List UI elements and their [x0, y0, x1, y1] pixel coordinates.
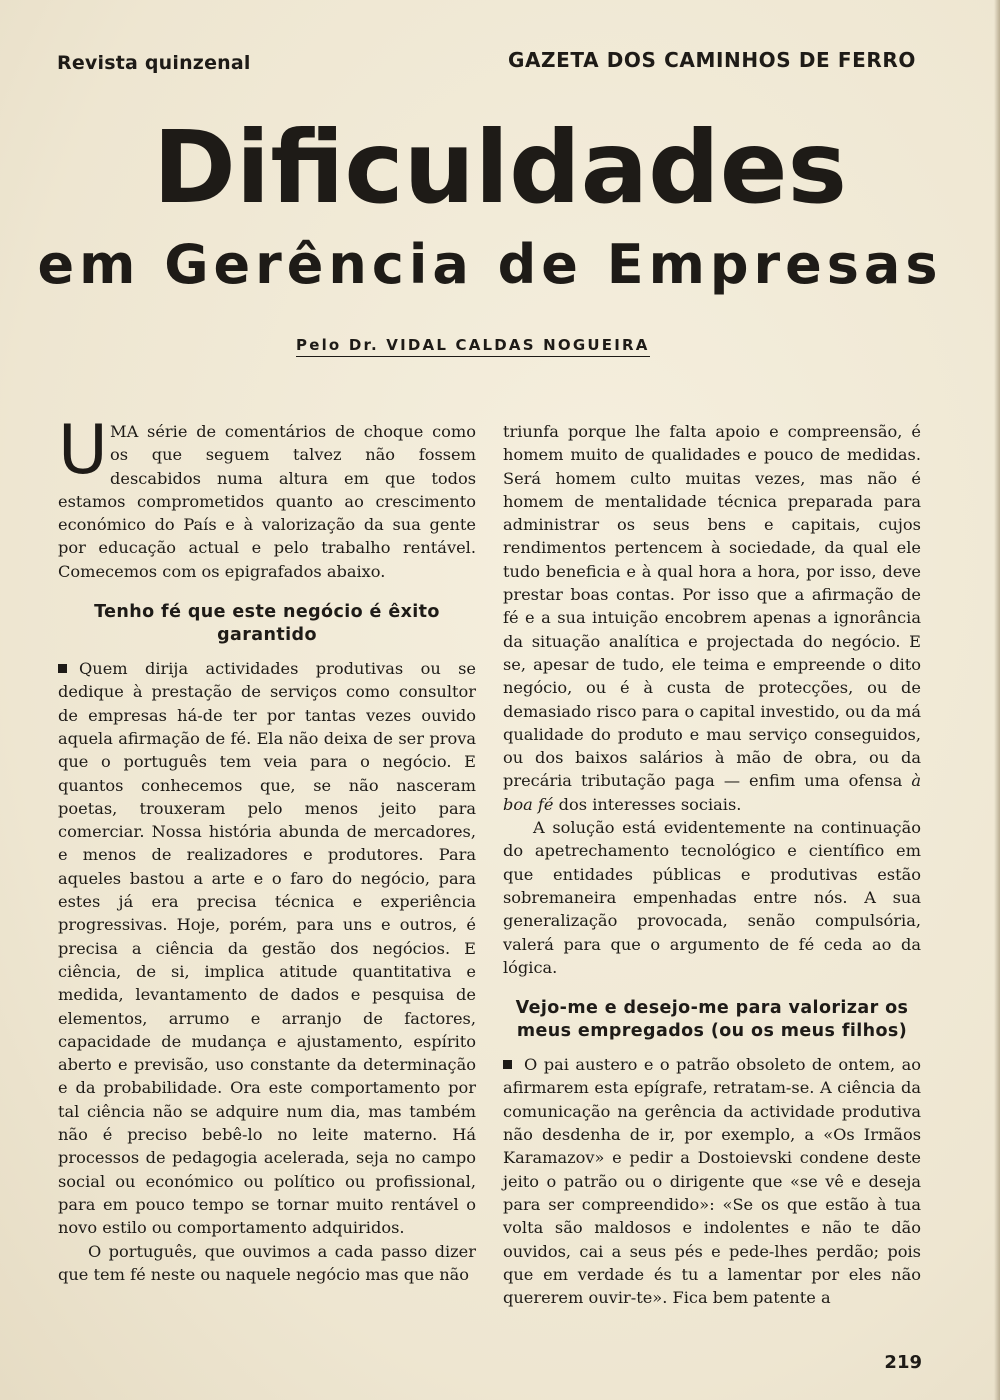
article-title: Dificuldades [152, 109, 848, 226]
page-edge-shadow [994, 0, 1000, 1400]
body-paragraph [503, 420, 921, 816]
paragraph-text: dos interesses sociais. [553, 794, 742, 814]
section-heading-1: Tenho fé que este negócio é êxito garantido [94, 602, 440, 646]
body-paragraph: A solução está evidentemente na continuação do apetrechamento tecnológico e científico em que entidades públicas e produtivas estão sobremaneira empenhadas entre nós. A sua generalização provocada, senão compulsória, valerá para que o argumento de fé ceda ao da lógica. [503, 818, 921, 977]
body-paragraph [503, 1053, 921, 1309]
section-heading-2: Vejo-me e desejo-me para valorizar os meus empregados (ou os meus filhos) [515, 998, 909, 1042]
square-bullet-icon [503, 1060, 512, 1069]
header-publication-name: GAZETA DOS CAMINHOS DE FERRO [507, 48, 916, 72]
square-bullet-icon [58, 664, 67, 673]
body-paragraph [58, 657, 476, 1239]
body-paragraph: O português, que ouvimos a cada passo dizer que tem fé neste ou naquele negócio mas que não [58, 1241, 476, 1284]
paragraph-text: Quem dirija actividades produtivas ou se dedique à prestação de serviços como consultor de empresas há-de ter por tantas vezes ouvido aquela afirmação de fé. Ela não deixa de ser prova que o português tem veia para o negócio. E quantos conhecemos que, se não nasceram poetas, trouxeram pelo menos jeito para comerciar. Nossa história abunda de mercadores, e menos de realizadores e produtores. Para aqueles bastou a arte e o faro do negócio, para estes já era precisa técnica e experiência progressivas. Hoje, porém, para uns e outros, é precisa a ciência da gestão dos negócios. E ciência, de si, implica atitude quantitativa e medida, levantamento de dados e pesquisa de elementos, arrumo e arranjo de factores, capacidade de mudança e ajustamento, espírito aberto e previsão, uso constante da determinação e da probabilidade. Ora este comportamento por tal ciência não se adquire num dia, mas também não é preciso bebê-lo no leite materno. Há processos de pedagogia acelerada, seja no campo social ou económico ou político ou profissional, para em pouco tempo se tornar muito rentável o novo estilo ou comportamento adquiridos. [58, 659, 476, 1238]
italic-phrase: à boa fé [503, 771, 921, 814]
article-byline: Pelo Dr. VIDAL CALDAS NOGUEIRA [296, 336, 650, 357]
intro-paragraph [58, 411, 476, 583]
page-number: 219 [884, 1352, 922, 1373]
drop-cap: U [58, 411, 108, 490]
intro-text: MA série de comentários de choque como os que seguem talvez não fossem descabidos numa altura em que todos estamos comprometidos quanto ao crescimento económico do País e à valorização da sua gente por educação actual e pelo trabalho rentável. Comecemos com os epigrafados abaixo. [58, 422, 476, 581]
right-column [503, 420, 921, 1309]
left-column [58, 411, 476, 1286]
paragraph-text: O pai austero e o patrão obsoleto de ontem, ao afirmarem esta epígrafe, retratam-se. A ciência da comunicação na gerência da actividade produtiva não desdenha de ir, por exemplo, a «Os Irmãos Karamazov» e pedir a Dostoievski condene deste jeito o patrão ou o dirigente que «se vê e deseja para ser compreendido»: «Se os que estão à tua volta são maldosos e indolentes e não te dão ouvidos, cai a seus pés e pede-lhes perdão; pois que em verdade és tu a lamentar por eles não quererem ouvir-te». Fica bem patente a [503, 1055, 921, 1308]
article-subtitle: em Gerência de Empresas [37, 233, 943, 296]
paragraph-text: triunfa porque lhe falta apoio e compreensão, é homem muito de qualidades e pouco de medidas. Será homem culto muitas vezes, mas não é homem de mentalidade técnica preparada para administrar os seus bens e capitais, cujos rendimentos pertencem à sociedade, da qual ele tudo beneficia e à qual hora a hora, por isso, deve prestar boas contas. Por isso que a afirmação de fé e a sua intuição encobrem apenas a ignorância da situação analítica e projectada do negócio. E se, apesar de tudo, ele teima e empreende o dito negócio, ou é à custa de protecções, ou de demasiado risco para o capital investido, ou da má qualidade do produto e mau serviço conseguidos, ou dos baixos salários à mão de obra, ou da precária tributação paga — enfim uma ofensa [503, 422, 921, 791]
header-periodicity: Revista quinzenal [57, 52, 251, 74]
